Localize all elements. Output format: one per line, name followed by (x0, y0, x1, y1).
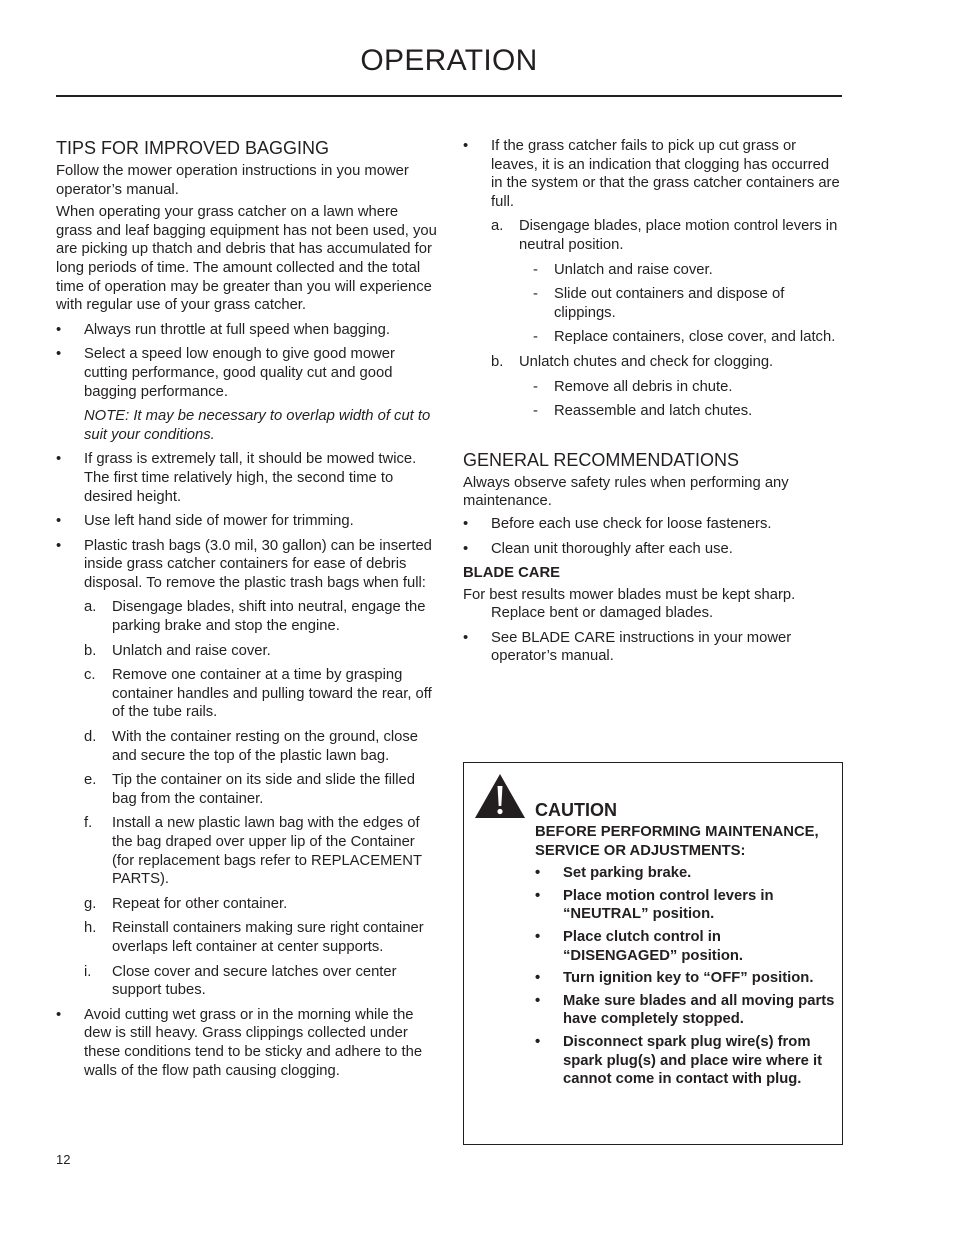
bullet-mark: • (535, 1033, 541, 1050)
bullet-item (56, 1006, 438, 1080)
paragraph: For best results mower blades must be kept sharp. Replace bent or damaged blades. (463, 586, 796, 622)
subheading-blade-care: BLADE CARE (463, 565, 561, 582)
dash-item (463, 378, 843, 397)
step-mark: f. (84, 815, 93, 832)
step-mark: c. (84, 667, 96, 684)
bullet-mark: • (56, 537, 62, 554)
dash-mark: - (533, 329, 538, 346)
bullet-item (56, 345, 438, 401)
bullet-item (56, 512, 438, 531)
step-item (56, 728, 438, 765)
bullet-mark: • (56, 321, 62, 338)
step-text: Reinstall containers making sure right container overlaps left container at center supports. (112, 920, 424, 955)
caution-item (535, 887, 835, 924)
bullet-mark: • (535, 970, 541, 987)
bullet-mark: • (56, 1006, 62, 1023)
paragraph: Always observe safety rules when performing any maintenance. (463, 474, 789, 510)
bullet-item (463, 540, 843, 559)
paragraph: When operating your grass catcher on a lawn where grass and leaf bagging equipment has not been used, you are picking up thatch and debris that has accumulated for long periods of time. The amount collected and the total time of operation may be greater than you will experience with regular use of your grass catcher. (56, 204, 437, 314)
bullet-text: If grass is extremely tall, it should be mowed twice. The first time relatively high, the second time to desired height. (84, 451, 417, 505)
caution-item-text: Make sure blades and all moving parts have completely stopped. (563, 992, 835, 1028)
bullet-item (463, 515, 843, 534)
step-item (56, 666, 438, 722)
dash-mark: - (533, 403, 538, 420)
caution-item-text: Disconnect spark plug wire(s) from spark plug(s) and place wire where it cannot come in contact with plug. (563, 1033, 823, 1088)
left-column (56, 137, 438, 1086)
dash-text: Unlatch and raise cover. (554, 261, 713, 278)
caution-item-text: Place motion control levers in “NEUTRAL” position. (563, 887, 774, 923)
bullet-text: Plastic trash bags (3.0 mil, 30 gallon) can be inserted inside grass catcher containers for ease of debris disposal. To remove the plastic trash bags when full: (84, 537, 432, 591)
bullet-mark: • (463, 515, 469, 532)
dash-item (463, 285, 843, 322)
bullet-text: Select a speed low enough to give good mower cutting performance, good quality cut and good bagging performance. (84, 346, 395, 400)
dash-text: Slide out containers and dispose of clippings. (554, 286, 785, 321)
step-text: Install a new plastic lawn bag with the edges of the bag draped over upper lip of the Container (for replacement bags refer to REPLACEMENT PARTS). (112, 815, 422, 888)
bullet-mark: • (535, 928, 541, 945)
dash-mark: - (533, 286, 538, 303)
section-heading-bagging: TIPS FOR IMPROVED BAGGING (56, 138, 330, 158)
caution-item (535, 1033, 835, 1089)
bullet-mark: • (56, 346, 62, 363)
caution-item-text: Set parking brake. (563, 865, 692, 882)
section-heading-general: GENERAL RECOMMENDATIONS (463, 449, 740, 470)
step-item (56, 895, 438, 914)
page-number: 12 (56, 1152, 71, 1167)
step-item (56, 814, 438, 888)
bullet-mark: • (463, 629, 469, 646)
bullet-mark: • (535, 887, 541, 904)
step-item (56, 598, 438, 635)
dash-text: Remove all debris in chute. (554, 378, 733, 395)
bullet-item (463, 137, 843, 211)
step-text: Unlatch and raise cover. (112, 642, 271, 659)
step-mark: a. (491, 218, 504, 235)
bullet-mark: • (463, 540, 469, 557)
bullet-text: Use left hand side of mower for trimming. (84, 513, 354, 530)
header-divider (56, 95, 842, 97)
bullet-text: Avoid cutting wet grass or in the morning while the dew is still heavy. Grass clippings collected under these conditions tend to be sticky and adhere to the walls of the flow path causing clogging. (84, 1006, 423, 1079)
caution-item (535, 864, 835, 883)
bullet-mark: • (56, 451, 62, 468)
step-mark: h. (84, 920, 97, 937)
dash-item (463, 328, 843, 347)
step-text: Unlatch chutes and check for clogging. (519, 353, 774, 370)
step-text: Tip the container on its side and slide the filled bag from the container. (112, 772, 415, 807)
bullet-text: See BLADE CARE instructions in your mower operator’s manual. (491, 629, 792, 665)
step-item (56, 771, 438, 808)
step-mark: g. (84, 895, 97, 912)
step-text: Disengage blades, place motion control levers in neutral position. (519, 218, 838, 253)
step-item (56, 919, 438, 956)
step-text: Close cover and secure latches over center support tubes. (112, 963, 397, 999)
bullet-item (463, 629, 843, 666)
step-item (463, 353, 843, 372)
dash-item (463, 261, 843, 280)
warning-triangle-icon (474, 773, 526, 819)
step-item (463, 217, 843, 254)
right-column (463, 137, 843, 672)
caution-item (535, 928, 835, 965)
step-text: Remove one container at a time by grasping container handles and pulling toward the rear, off of the tube rails. (112, 667, 432, 721)
caution-item-text: Place clutch control in “DISENGAGED” position. (563, 928, 744, 964)
step-text: With the container resting on the ground, close and secure the top of the plastic lawn bag. (112, 729, 418, 764)
bullet-text: If the grass catcher fails to pick up cut grass or leaves, it is an indication that clogging has occurred in the system or that the grass catcher containers are full. (491, 138, 840, 210)
paragraph: Follow the mower operation instructions in you mower operator’s manual. (56, 163, 409, 198)
caution-item (535, 969, 835, 988)
step-mark: e. (84, 772, 97, 789)
bullet-mark: • (535, 992, 541, 1009)
step-text: Disengage blades, shift into neutral, engage the parking brake and stop the engine. (112, 599, 426, 635)
step-mark: i. (84, 963, 92, 980)
bullet-text: Before each use check for loose fasteners. (491, 515, 772, 532)
bullet-item (56, 321, 438, 340)
bullet-item (56, 450, 438, 506)
dash-text: Replace containers, close cover, and latch. (554, 329, 836, 346)
bullet-text: Always run throttle at full speed when bagging. (84, 321, 390, 338)
note-text: NOTE: It may be necessary to overlap width of cut to suit your conditions. (84, 408, 431, 443)
caution-item-text: Turn ignition key to “OFF” position. (563, 970, 814, 987)
dash-mark: - (533, 261, 538, 278)
step-mark: b. (84, 642, 97, 659)
dash-item (463, 402, 843, 421)
step-mark: b. (491, 353, 504, 370)
caution-title: CAUTION (535, 800, 617, 820)
bullet-text: Clean unit thoroughly after each use. (491, 540, 733, 557)
bullet-mark: • (56, 513, 62, 530)
bullet-item (56, 537, 438, 593)
caution-item (535, 992, 835, 1029)
step-mark: a. (84, 599, 97, 616)
bullet-mark: • (535, 865, 541, 882)
step-item (56, 963, 438, 1000)
step-text: Repeat for other container. (112, 895, 288, 912)
step-mark: d. (84, 729, 97, 746)
dash-text: Reassemble and latch chutes. (554, 403, 753, 420)
dash-mark: - (533, 378, 538, 395)
page-title: OPERATION (360, 44, 538, 77)
caution-intro: BEFORE PERFORMING MAINTENANCE, SERVICE OR ADJUSTMENTS: (535, 824, 819, 859)
bullet-mark: • (463, 138, 469, 154)
step-item (56, 642, 438, 661)
caution-content (535, 799, 835, 1093)
caution-box (463, 762, 843, 1145)
